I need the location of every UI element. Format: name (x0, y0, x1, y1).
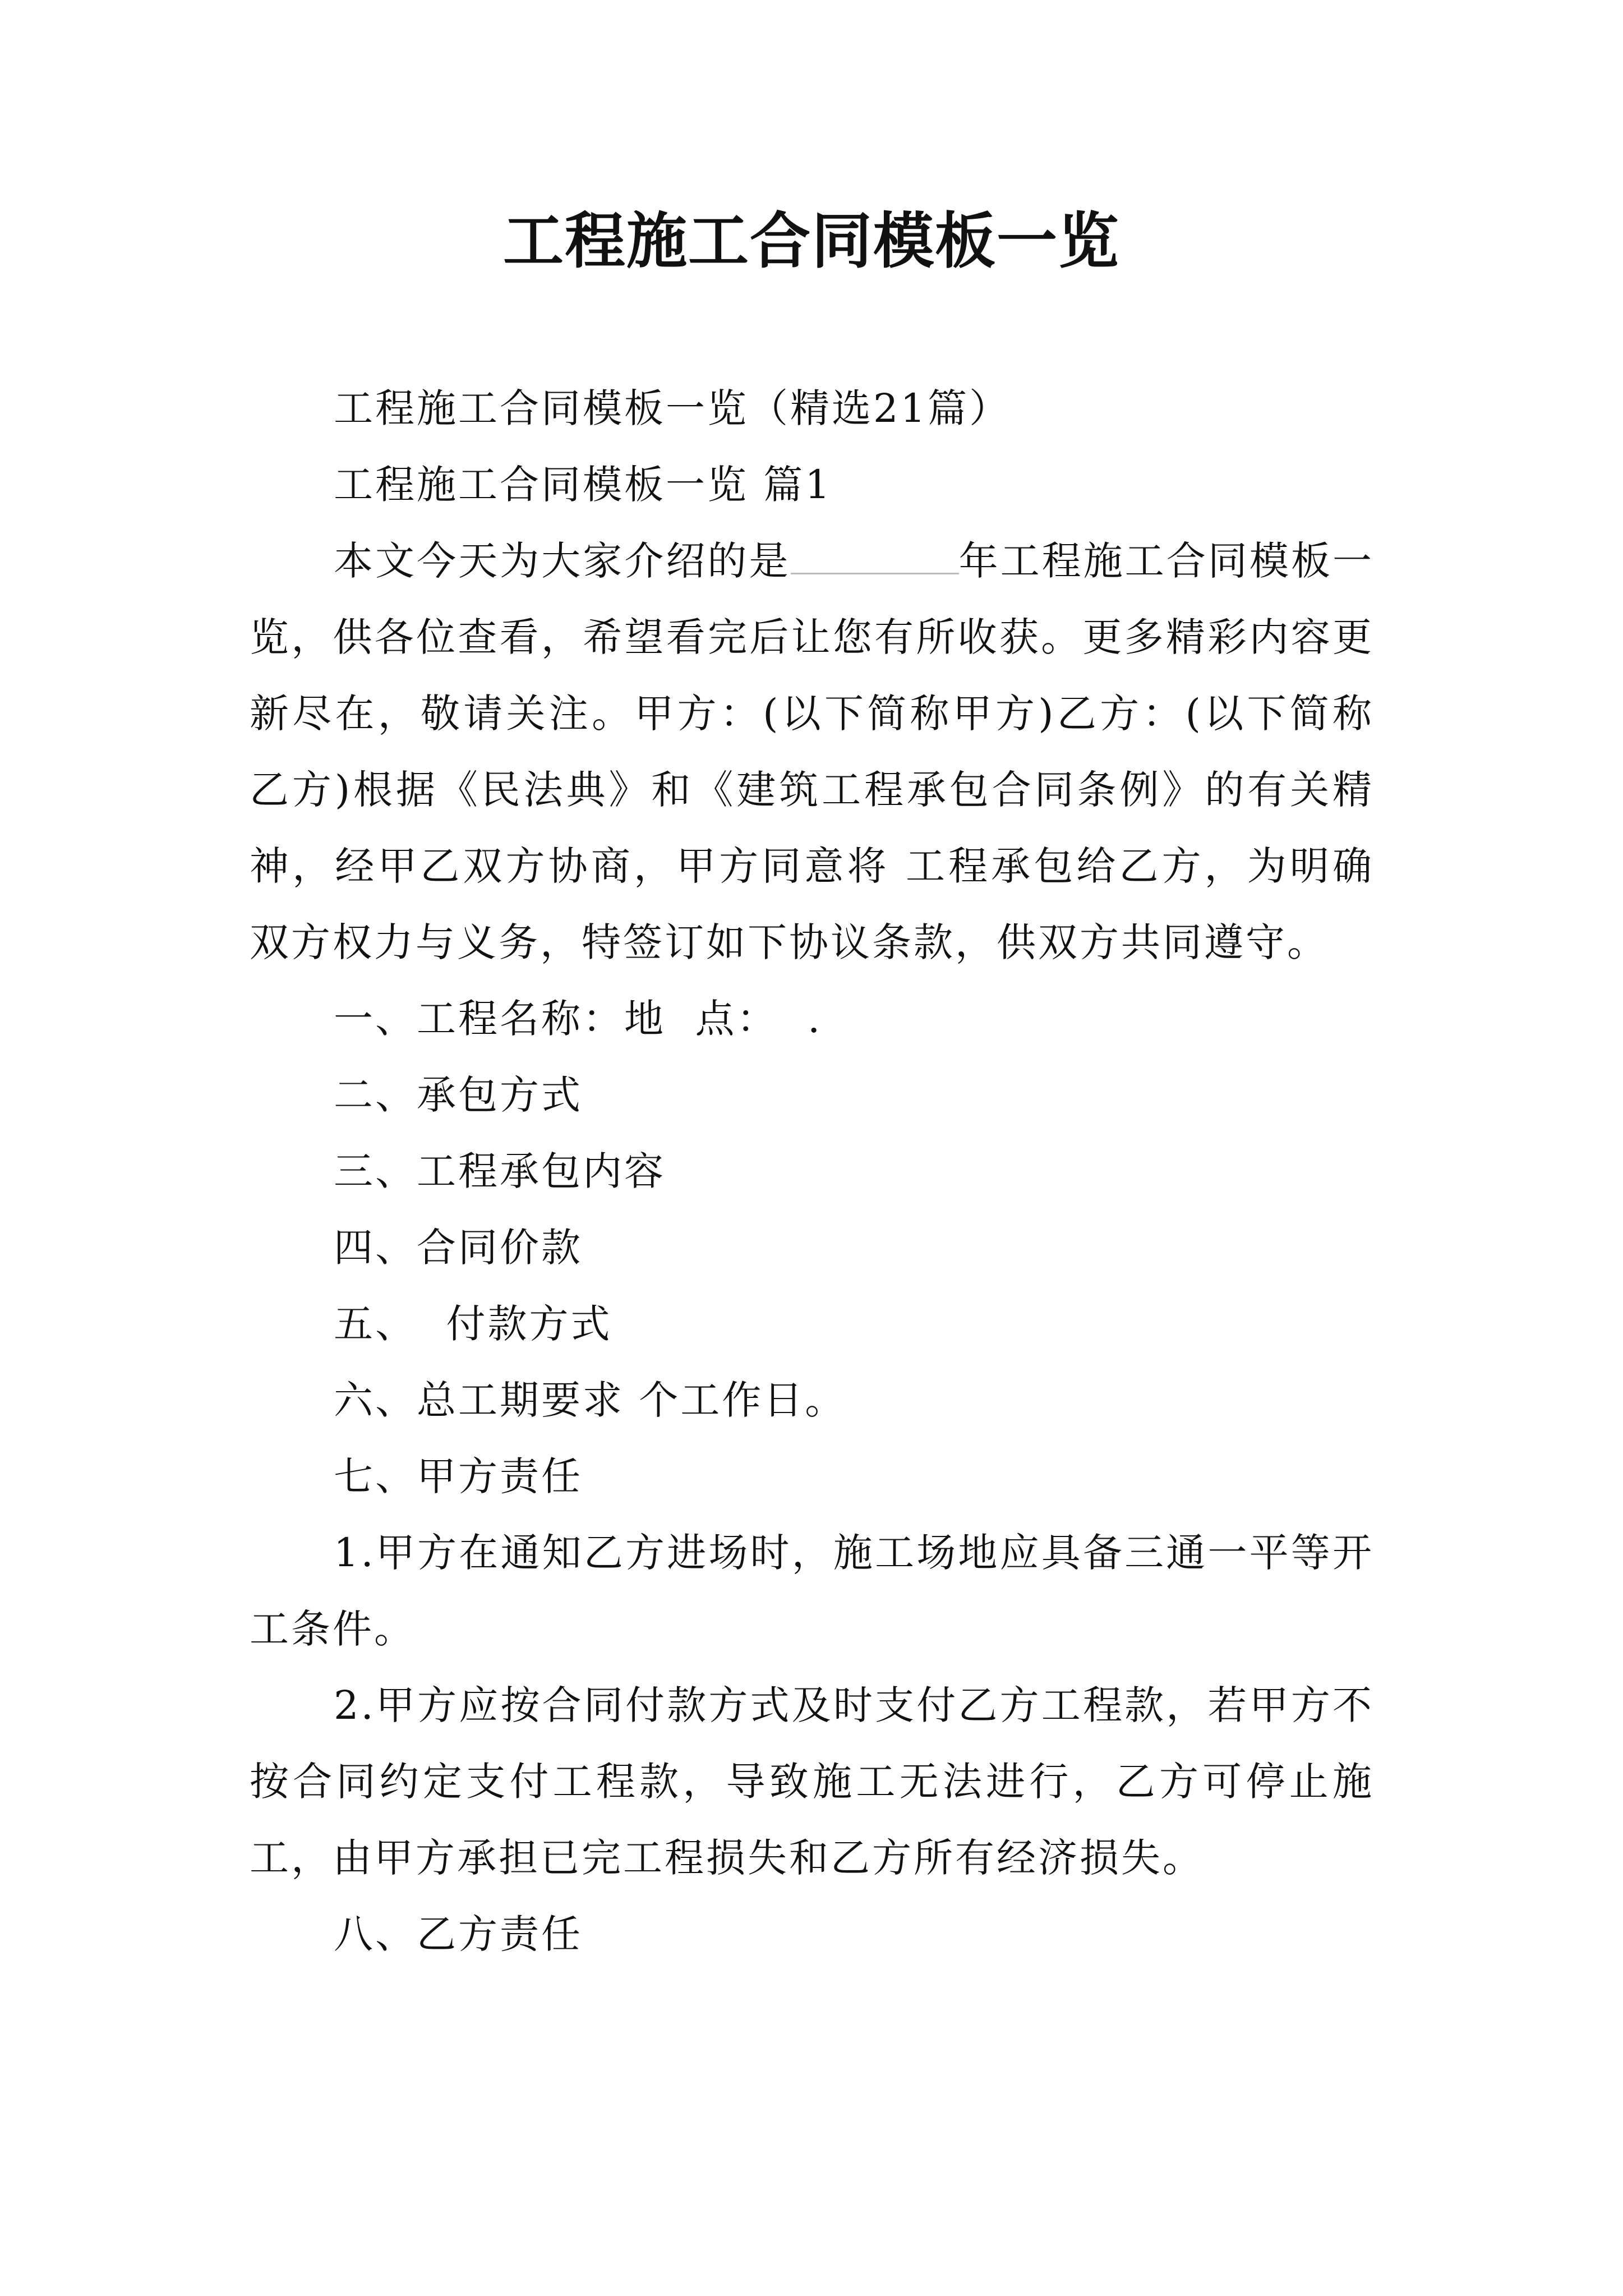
clause-1-project-name: 一、工程名称：地 点： . (334, 996, 823, 1042)
clause-7-party-a-duties: 七、甲方责任 (334, 1453, 583, 1499)
clause-5-payment: 五、 付款方式 (334, 1301, 612, 1347)
clause-3-scope: 三、工程承包内容 (334, 1148, 666, 1194)
clause-4-price: 四、合同价款 (334, 1225, 583, 1271)
intro-text-start: 本文今天为大家介绍的是 (334, 538, 791, 584)
paragraph-intro (250, 523, 1374, 981)
paragraph-section-heading: 工程施工合同模板一览 篇1 (334, 462, 832, 508)
clause-8-party-b-duties: 八、乙方责任 (334, 1911, 583, 1957)
document-body (250, 370, 1374, 1972)
clause-6-schedule: 六、总工期要求 个工作日。 (334, 1377, 847, 1423)
clause-7-item-2: 2.甲方应按合同付款方式及时支付乙方工程款，若甲方不按合同约定支付工程款，导致施工无法进行，乙方可停止施工，由甲方承担已完工程损失和乙方所有经济损失。 (250, 1682, 1374, 1881)
intro-text-rest: 年工程施工合同模板一览，供各位查看，希望看完后让您有所收获。更多精彩内容更新尽在，敬请关注。甲方：(以下简称甲方)乙方：(以下简称乙方)根据《民法典》和《建筑工程承包合同条例》的有关精神，经甲乙双方协商，甲方同意将 工程承包给乙方，为明确双方权力与义务，特签订如下协议条款，供双方共同遵守。 (250, 538, 1375, 965)
paragraph-subtitle: 工程施工合同模板一览（精选21篇） (334, 385, 1011, 431)
year-blank-underline (791, 539, 959, 574)
clause-2-contract-method: 二、承包方式 (334, 1072, 583, 1118)
document-title: 工程施工合同模板一览 (502, 206, 1120, 277)
clause-7-item-1: 1.甲方在通知乙方进场时，施工场地应具备三通一平等开工条件。 (250, 1530, 1374, 1652)
